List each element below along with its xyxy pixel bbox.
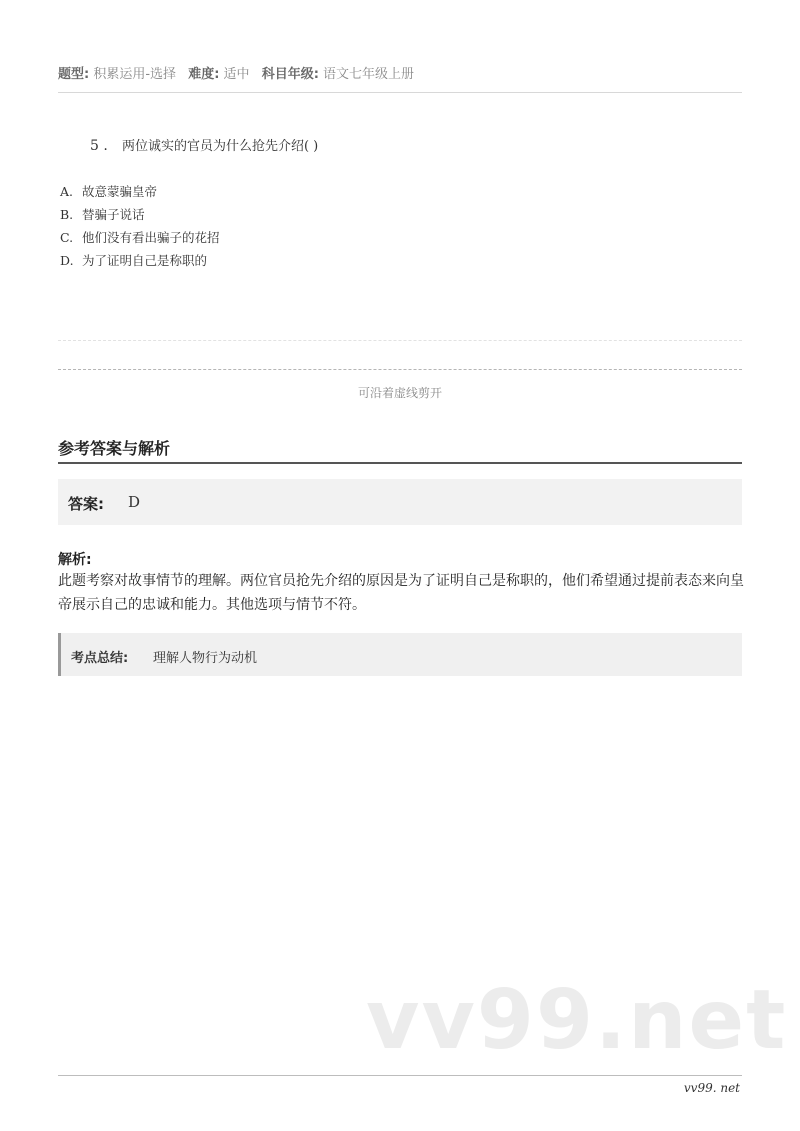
key-point-box [58,633,742,676]
option-b [60,203,220,226]
answer-value: D [128,493,141,511]
option-text: 为了证明自己是称职的 [82,253,208,268]
analysis-text: 此题考察对故事情节的理解。两位官员抢先介绍的原因是为了证明自己是称职的，他们希望通过提前表态来向皇帝展示自己的忠诚和能力。其他选项与情节不符。 [58,573,744,613]
option-a [60,180,220,203]
option-letter: C. [60,230,74,245]
option-text: 替骗子说话 [82,207,145,222]
question-stem [90,135,318,154]
solution-section-title: 参考答案与解析 [58,439,171,458]
answer-box [58,479,742,525]
header-divider [58,92,742,93]
answer-label: 答案: [68,495,104,513]
question-meta [58,63,742,82]
option-d [60,249,220,272]
type-label: 题型: [58,67,90,82]
solution-title-rule [58,462,742,464]
key-point-value: 理解人物行为动机 [153,651,258,666]
option-text: 故意蒙骗皇帝 [82,184,158,199]
key-point-label: 考点总结: [71,651,129,666]
option-letter: A. [60,184,74,199]
analysis-label: 解析: [58,552,92,568]
type-value: 积累运用-选择 [93,67,177,82]
site-watermark: vv99.net [366,973,788,1068]
option-letter: B. [60,207,74,222]
grade-label: 科目年级: [261,67,319,82]
cut-line-note: 可沿着虚线剪开 [357,386,442,400]
faint-dashed-divider [58,340,742,341]
grade-value: 语文七年级上册 [323,67,415,82]
difficulty-value: 适中 [223,67,250,82]
option-c [60,226,220,249]
option-list [60,180,220,272]
option-text: 他们没有看出骗子的花招 [82,230,220,245]
difficulty-label: 难度: [188,67,220,82]
question-number: 5 . [90,138,108,154]
footer-site-label: vv99. net [683,1081,740,1095]
footer-divider [58,1075,742,1076]
option-letter: D. [60,253,74,268]
cut-dashed-line [58,369,742,370]
question-text: 两位诚实的官员为什么抢先介绍( ) [121,139,319,154]
